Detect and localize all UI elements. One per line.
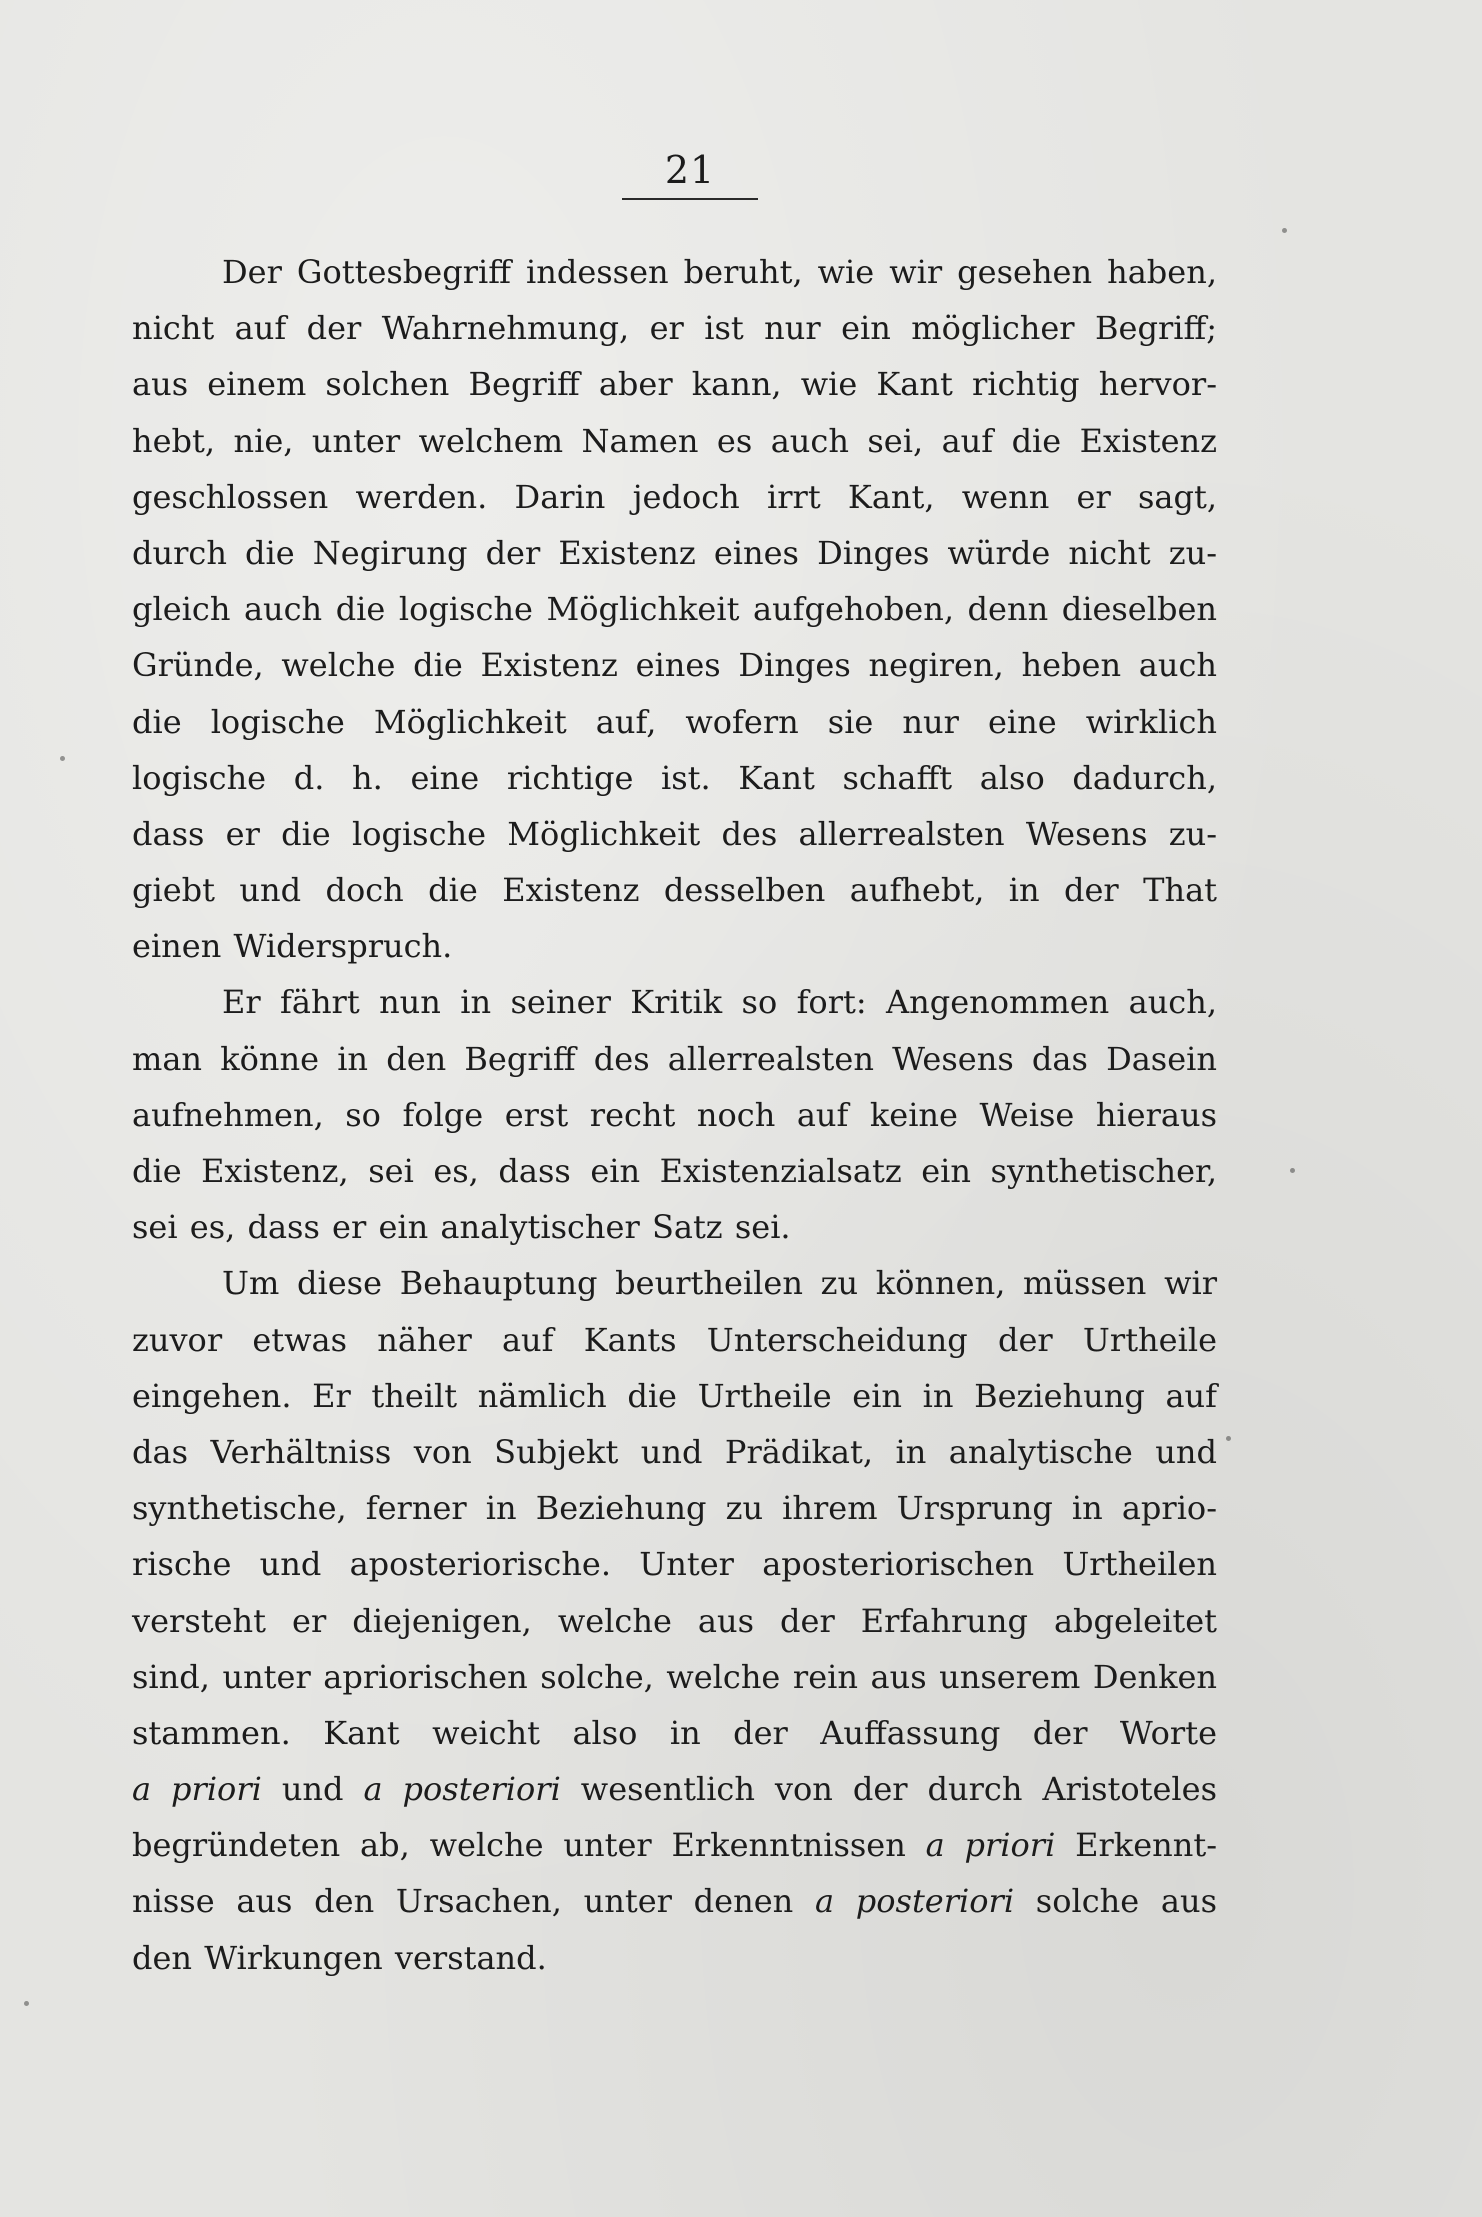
- text-line: giebt und doch die Existenz desselben aufhebt, in der That: [132, 871, 1217, 910]
- italic-term: a priori: [132, 1770, 262, 1809]
- body-text: [132, 244, 1217, 1986]
- text-line: sind, unter apriorischen solche, welche rein aus unserem Denken: [132, 1657, 1217, 1696]
- text-line: die logische Möglichkeit auf, wofern sie nur eine wirklich: [132, 702, 1217, 741]
- text-line: dass er die logische Möglichkeit des allerrealsten Wesens zu-: [132, 814, 1217, 853]
- text-line: [132, 1761, 1217, 1817]
- text-segment: solche aus: [1014, 1882, 1218, 1921]
- text-line: stammen. Kant weicht also in der Auffassung der Worte: [132, 1713, 1217, 1752]
- page-number: 21: [664, 148, 716, 192]
- text-line: durch die Negirung der Existenz eines Dinges würde nicht zu-: [132, 533, 1217, 572]
- text-line: logische d. h. eine richtige ist. Kant schafft also dadurch,: [132, 758, 1217, 797]
- scan-speck: [1226, 1436, 1231, 1441]
- text-segment: und: [261, 1770, 364, 1809]
- text-segment: Erkennt-: [1055, 1826, 1218, 1865]
- text-line: Der Gottesbegriff indessen beruht, wie wir gesehen haben,: [222, 253, 1217, 291]
- text-line: versteht er diejenigen, welche aus der Erfahrung abgeleitet: [132, 1601, 1217, 1640]
- text-line: rische und aposteriorische. Unter aposteriorischen Urtheilen: [132, 1545, 1217, 1584]
- text-line: das Verhältniss von Subjekt und Prädikat, in analytische und: [132, 1432, 1217, 1471]
- text-line: man könne in den Begriff des allerrealsten Wesens das Dasein: [132, 1039, 1217, 1078]
- text-line: synthetische, ferner in Beziehung zu ihrem Ursprung in aprio-: [132, 1489, 1217, 1528]
- text-line: eingehen. Er theilt nämlich die Urtheile ein in Beziehung auf: [132, 1376, 1217, 1415]
- text-line: gleich auch die logische Möglichkeit aufgehoben, denn dieselben: [132, 590, 1217, 629]
- text-line: [132, 1817, 1217, 1873]
- text-line: aus einem solchen Begriff aber kann, wie Kant richtig hervor-: [132, 365, 1217, 404]
- scan-speck: [1290, 1168, 1295, 1173]
- italic-term: a posteriori: [814, 1882, 1015, 1921]
- scan-speck: [60, 756, 65, 761]
- italic-term: a posteriori: [363, 1770, 561, 1809]
- text-line: die Existenz, sei es, dass ein Existenzialsatz ein synthetischer,: [132, 1152, 1217, 1190]
- text-line: nicht auf der Wahrnehmung, er ist nur ein möglicher Begriff;: [132, 309, 1217, 348]
- page-number-rule: [622, 198, 758, 200]
- text-line: sei es, dass er ein analytischer Satz sei.: [132, 1208, 791, 1247]
- text-line: den Wirkungen verstand.: [132, 1938, 547, 1977]
- text-segment: wesentlich von der durch Aristoteles: [560, 1770, 1218, 1809]
- text-line: aufnehmen, so folge erst recht noch auf keine Weise hieraus: [132, 1095, 1217, 1134]
- italic-term: a priori: [925, 1826, 1056, 1865]
- text-segment: begründeten ab, welche unter Erkenntnissen: [132, 1826, 926, 1865]
- text-segment: nisse aus den Ursachen, unter denen: [132, 1882, 815, 1921]
- text-line: hebt, nie, unter welchem Namen es auch sei, auf die Existenz: [132, 421, 1217, 460]
- text-line: geschlossen werden. Darin jedoch irrt Kant, wenn er sagt,: [132, 477, 1217, 516]
- text-line: [132, 1873, 1217, 1929]
- scan-speck: [24, 2001, 29, 2006]
- text-line: Um diese Behauptung beurtheilen zu können, müssen wir: [222, 1264, 1217, 1303]
- text-line: zuvor etwas näher auf Kants Unterscheidung der Urtheile: [132, 1320, 1217, 1359]
- text-line: Er fährt nun in seiner Kritik so fort: Angenommen auch,: [222, 983, 1217, 1022]
- text-line: Gründe, welche die Existenz eines Dinges negiren, heben auch: [132, 646, 1217, 685]
- text-line: einen Widerspruch.: [132, 927, 453, 966]
- scan-speck: [1282, 228, 1287, 233]
